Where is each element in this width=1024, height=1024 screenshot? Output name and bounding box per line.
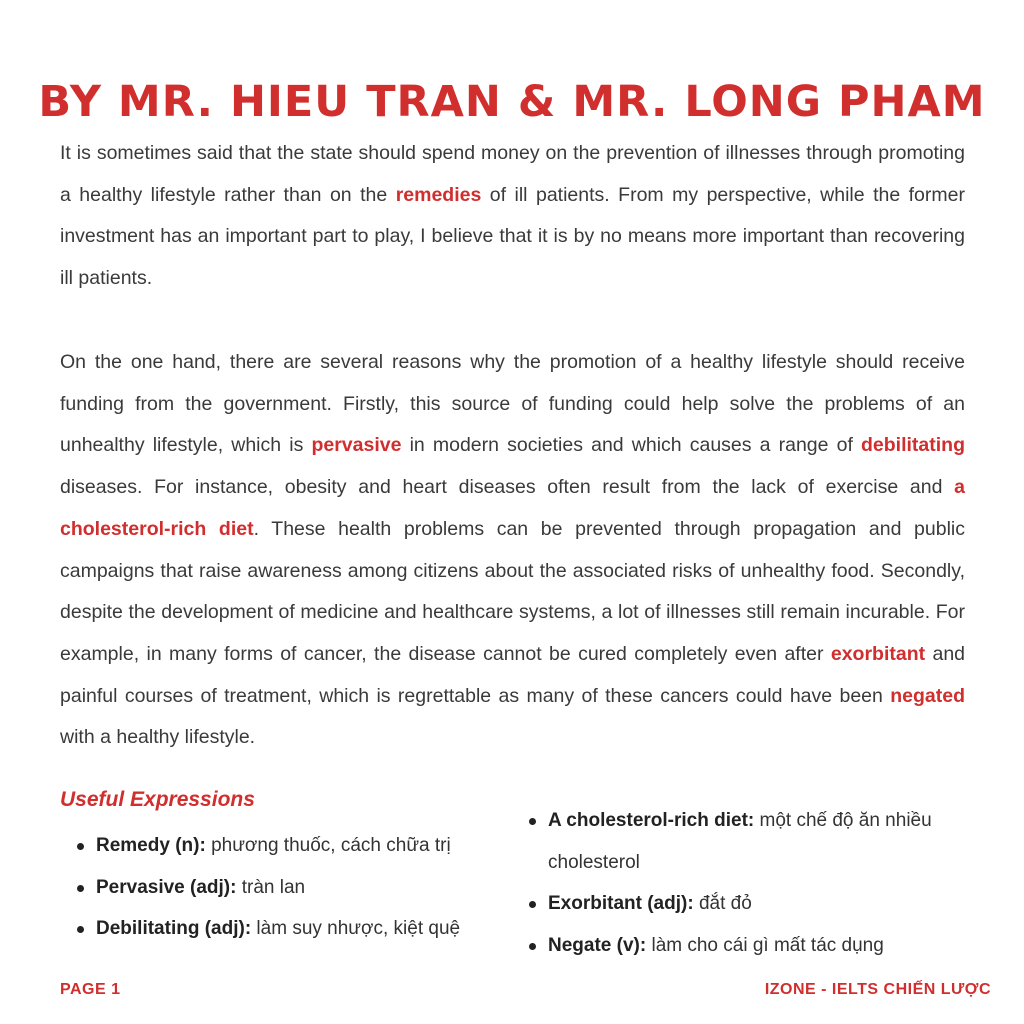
vocab-item [512, 800, 972, 883]
paragraph-text: It is sometimes said that the state should spend money on the prevention of illnesses through promoting a healthy lifestyle rather than on the [60, 142, 965, 206]
essay-paragraph-intro [60, 133, 965, 300]
vocab-item [60, 825, 500, 867]
highlighted-term: negated [890, 684, 965, 707]
vocab-meaning: phương thuốc, cách chữa trị [205, 835, 451, 856]
vocab-meaning: làm cho cái gì mất tác dụng [646, 935, 884, 957]
paragraph-text: diseases. For instance, obesity and heart diseases often result from the lack of exercise and [60, 476, 955, 499]
vocab-meaning: đắt đỏ [693, 893, 752, 915]
vocab-term: Exorbitant (adj): [548, 893, 694, 915]
paragraph-text: with a healthy lifestyle. [60, 726, 256, 749]
highlighted-term: debilitating [861, 434, 966, 457]
highlighted-term: pervasive [311, 434, 402, 457]
paragraph-text: in modern societies and which causes a range of [401, 434, 862, 457]
vocab-term: Remedy (n): [96, 835, 206, 856]
vocab-item [60, 908, 500, 950]
paragraph-text: On the one hand, there are several reasons why the promotion of a healthy lifestyle should receive funding from the government. Firstly, this source of funding could help solve the problems of an unhealthy lifestyle, which is [60, 351, 965, 457]
paragraph-text: . These health problems can be prevented through propagation and public campaigns that raise awareness among citizens about the associated risks of unhealthy food. Secondly, despite the development of medicine and healthcare systems, a lot of illnesses still remain incurable. For example, in many forms of cancer, the disease cannot be cured completely even after [60, 517, 965, 665]
vocab-term: A cholesterol-rich diet: [548, 810, 755, 831]
vocab-item [512, 925, 972, 967]
vocab-meaning: tràn lan [236, 876, 306, 898]
vocab-item [60, 867, 500, 909]
highlighted-term: a cholesterol-rich diet [60, 476, 965, 540]
useful-expressions-heading: Useful Expressions [60, 788, 255, 811]
page-number: PAGE 1 [60, 981, 121, 998]
footer-brand: IZONE - IELTS CHIẾN LƯỢC [764, 981, 991, 998]
vocab-item [512, 883, 972, 925]
vocab-meaning: làm suy nhược, kiệt quệ [251, 918, 461, 940]
vocab-term: Debilitating (adj): [96, 918, 252, 940]
vocab-term: Negate (v): [548, 935, 647, 957]
highlighted-term: exorbitant [830, 642, 926, 665]
vocab-term: Pervasive (adj): [96, 876, 237, 898]
page-title: BY MR. HIEU TRAN & MR. LONG PHAM [38, 76, 986, 127]
paragraph-text: of ill patients. From my perspective, while the former investment has an important part to play, I believe that it is by no means more important than recovering ill patients. [60, 183, 965, 290]
essay-paragraph-body [60, 342, 965, 759]
vocab-list-right [512, 800, 972, 967]
paragraph-text: and painful courses of treatment, which is regrettable as many of these cancers could have been [60, 642, 966, 707]
vocab-list-left [60, 825, 500, 950]
highlighted-term: remedies [395, 183, 482, 206]
vocab-meaning: một chế độ ăn nhiều cholesterol [548, 810, 932, 873]
